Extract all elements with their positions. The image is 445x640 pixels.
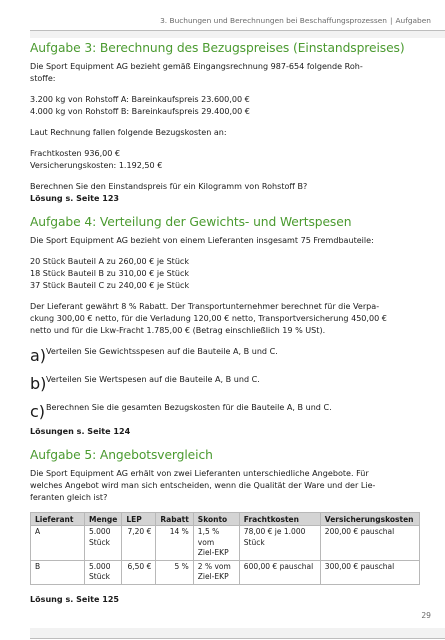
page-content [30, 40, 426, 606]
task4-item3: 37 Stück Bauteil C zu 240,00 € je Stück [30, 281, 190, 290]
section-title: Aufgaben [395, 16, 431, 25]
task3-item1: 3.200 kg von Rohstoff A: Bareinkaufspreis 23.600,00 € [30, 95, 250, 104]
col-header-lieferant: Lieferant [31, 513, 85, 526]
skonto-line2: Ziel-EKP [197, 548, 229, 557]
menge-unit: Stück [89, 572, 110, 581]
offer-comparison-table [30, 512, 420, 585]
menge-value: 5.000 [89, 527, 111, 536]
cell-lep: 6,50 € [122, 560, 156, 584]
task3-item2: 4.000 kg von Rohstoff B: Bareinkaufspreis 29.400,00 € [30, 107, 250, 116]
cell-rabatt: 14 % [156, 526, 193, 561]
col-header-skonto: Skonto [193, 513, 239, 526]
col-header-frachtkosten: Frachtkosten [239, 513, 320, 526]
cell-frachtkosten [239, 560, 320, 584]
task4-question-a [30, 346, 426, 365]
col-header-menge: Menge [85, 513, 122, 526]
question-a-marker: a) [30, 346, 47, 365]
fracht-line1: 78,00 € je 1.000 [243, 527, 306, 536]
cell-skonto [193, 560, 239, 584]
cell-frachtkosten [239, 526, 320, 561]
cell-menge [85, 526, 122, 561]
task4-question-c [30, 402, 426, 421]
chapter-title: 3. Buchungen und Berechnungen bei Beschaffungsprozessen [160, 16, 387, 25]
col-header-rabatt: Rabatt [156, 513, 193, 526]
task3-intro-line1: Die Sport Equipment AG bezieht gemäß Eingangsrechnung 987-654 folgende Roh- [30, 62, 363, 71]
task3-question: Berechnen Sie den Einstandspreis für ein Kilogramm von Rohstoff B? [30, 182, 308, 191]
task4-title: Aufgabe 4: Verteilung der Gewichts- und Wertspesen [30, 215, 352, 229]
fracht-line2: Stück [243, 537, 265, 547]
task3-intro-line2: stoffe: [30, 74, 56, 83]
header-separator: | [390, 16, 393, 25]
task3-cost1: Frachtkosten 936,00 € [30, 149, 121, 158]
cell-menge [85, 560, 122, 584]
footer-bar [30, 628, 445, 639]
task4-solution-ref: Lösungen s. Seite 124 [30, 427, 131, 436]
question-b-marker: b) [30, 374, 47, 393]
header-bar [30, 30, 445, 38]
question-b-text: Verteilen Sie Wertspesen auf die Bauteile A, B und C. [46, 375, 260, 384]
table-header-row [31, 513, 420, 526]
cell-versicherungskosten: 300,00 € pauschal [320, 560, 419, 584]
table-row [31, 560, 420, 584]
running-header [160, 16, 431, 25]
task3-cost2: Versicherungskosten: 1.192,50 € [30, 161, 163, 170]
menge-unit: Stück [89, 537, 110, 547]
task4-text-line2: ckung 300,00 € netto, für die Verladung 120,00 € netto, Transportversicherung 450,00 € [30, 314, 387, 323]
task4-item1: 20 Stück Bauteil A zu 260,00 € je Stück [30, 257, 190, 266]
cell-lep: 7,20 € [122, 526, 156, 561]
col-header-versicherungskosten: Versicherungskosten [320, 513, 419, 526]
question-c-text: Berechnen Sie die gesamten Bezugskosten für die Bauteile A, B und C. [46, 403, 332, 412]
task4-question-b [30, 374, 426, 393]
task5-solution-ref: Lösung s. Seite 125 [30, 594, 120, 604]
cell-versicherungskosten: 200,00 € pauschal [320, 526, 419, 561]
page-number: 29 [421, 611, 431, 620]
col-header-lep: LEP [122, 513, 156, 526]
table-row [31, 526, 420, 561]
cell-lieferant: A [31, 526, 85, 561]
task4-intro: Die Sport Equipment AG bezieht von einem Lieferanten insgesamt 75 Fremdbauteile: [30, 236, 374, 245]
task3-title: Aufgabe 3: Berechnung des Bezugspreises (Einstandspreises) [30, 41, 405, 55]
task5-title: Aufgabe 5: Angebotsvergleich [30, 448, 213, 462]
cell-skonto [193, 526, 239, 561]
task4-item2: 18 Stück Bauteil B zu 310,00 € je Stück [30, 269, 190, 278]
question-a-text: Verteilen Sie Gewichtsspesen auf die Bauteile A, B und C. [46, 347, 278, 356]
question-c-marker: c) [30, 402, 46, 421]
cell-rabatt: 5 % [156, 560, 193, 584]
task5-text-line1: Die Sport Equipment AG erhält von zwei Lieferanten unterschiedliche Angebote. Für [30, 469, 369, 478]
skonto-line2: Ziel-EKP [197, 572, 229, 581]
task4-text-line1: Der Lieferant gewährt 8 % Rabatt. Der Transportunternehmer berechnet für die Verpa- [30, 302, 380, 311]
skonto-line1: 2 % vom [197, 561, 231, 571]
task3-costs-intro: Laut Rechnung fallen folgende Bezugskosten an: [30, 128, 227, 137]
menge-value: 5.000 [89, 561, 111, 571]
task4-text-line3: netto und für die Lkw-Fracht 1.785,00 € (Betrag einschließlich 19 % USt). [30, 326, 326, 335]
fracht-line1: 600,00 € pauschal [243, 561, 314, 571]
task5-text-line2: welches Angebot wird man sich entscheiden, wenn die Qualität der Ware und der Lie- [30, 481, 376, 490]
task3-solution-ref: Lösung s. Seite 123 [30, 194, 120, 203]
cell-lieferant: B [31, 560, 85, 584]
skonto-line1: 1,5 % vom [197, 527, 220, 547]
task5-text-line3: feranten gleich ist? [30, 493, 108, 502]
